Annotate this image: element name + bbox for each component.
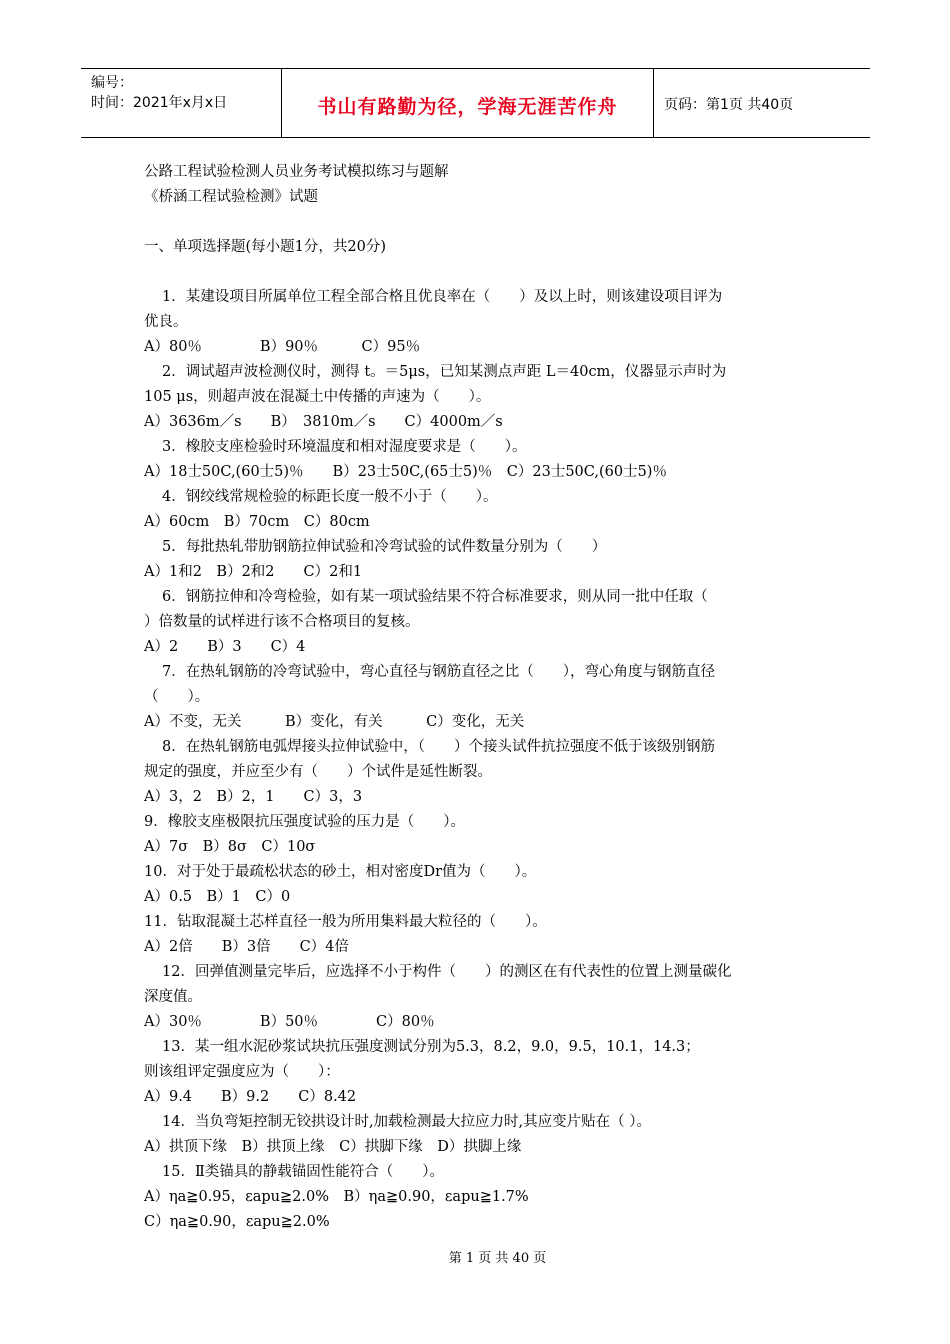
question-line: 2．调试超声波检测仪时，测得 t。＝5μs，已知某测点声距 L＝40cm，仪器显示声时为	[162, 364, 727, 380]
question-line: 3．橡胶支座检验时环境温度和相对湿度要求是（ ）。	[162, 439, 527, 455]
question-line: 深度值。	[144, 989, 202, 1005]
question-line: A）9.4 B）9.2 C）8.42	[144, 1089, 357, 1105]
doc-title-line1: 公路工程试验检测人员业务考试模拟练习与题解	[144, 164, 449, 180]
question-line: 规定的强度，并应至少有（ ）个试件是延性断裂。	[144, 764, 492, 780]
question-line: 8．在热轧钢筋电弧焊接头拉伸试验中，（ ）个接头试件抗拉强度不低于该级别钢筋	[162, 739, 715, 755]
header-page-label: 页码：第1页 共40页	[664, 97, 794, 113]
question-line: 13．某一组水泥砂浆试块抗压强度测试分别为5.3，8.2，9.0，9.5，10.1，14.3；	[162, 1039, 700, 1055]
page-header	[81, 68, 870, 138]
question-line: A）2 B）3 C）4	[144, 639, 306, 655]
question-line: A）30％ B）50％ C）80％	[144, 1014, 435, 1030]
question-line: A）1和2 B）2和2 C）2和1	[144, 564, 363, 580]
question-line: A）3，2 B）2，1 C）3，3	[144, 789, 363, 805]
time-label: 时间：2021年x月x日	[91, 95, 228, 111]
question-line: 7．在热轧钢筋的冷弯试验中，弯心直径与钢筋直径之比（ ），弯心角度与钢筋直径	[162, 664, 715, 680]
question-line: 4．钢绞线常规检验的标距长度一般不小于（ ）。	[162, 489, 498, 505]
question-line: ）倍数量的试样进行该不合格项目的复核。	[144, 614, 420, 630]
footer-page-number: 第 1 页 共 40 页	[448, 1251, 547, 1266]
question-list	[144, 285, 810, 1235]
question-line: A）3636m／s B） 3810m／s C）4000m／s	[144, 414, 503, 430]
question-line: 6．钢筋拉伸和冷弯检验，如有某一项试验结果不符合标准要求，则从同一批中任取（	[162, 589, 708, 605]
question-line: 10．对于处于最疏松状态的砂土，相对密度Dr值为（ ）。	[144, 864, 537, 880]
spacer	[144, 260, 810, 285]
question-line: 11．钻取混凝土芯样直径一般为所用集料最大粒径的（ ）。	[144, 914, 547, 930]
section-heading: 一、单项选择题(每小题1分，共20分)	[144, 239, 386, 255]
question-line: A）不变，无关 B）变化，有关 C）变化，无关	[144, 714, 525, 730]
question-line: A）2倍 B）3倍 C）4倍	[144, 939, 349, 955]
question-line: 则该组评定强度应为（ ）：	[144, 1064, 340, 1080]
question-line: 15．Ⅱ类锚具的静载锚固性能符合（ ）。	[162, 1164, 445, 1180]
spacer	[144, 210, 810, 235]
question-line: 9．橡胶支座极限抗压强度试验的压力是（ ）。	[144, 814, 465, 830]
question-line: A）ηa≧0.95，εapu≧2.0% B）ηa≧0.90，εapu≧1.7%	[144, 1189, 529, 1205]
question-line: A）18士50C,(60士5)％ B）23士50C,(65士5)％ C）23士50C,(60士5)％	[144, 464, 667, 480]
question-line: A）拱顶下缘 B）拱顶上缘 C）拱脚下缘 D）拱脚上缘	[144, 1139, 522, 1155]
question-line: 14．当负弯矩控制无铰拱设计时,加载检测最大拉应力时,其应变片贴在（ ）。	[162, 1114, 652, 1130]
question-line: 优良。	[144, 314, 188, 330]
question-line: （ ）。	[144, 689, 210, 705]
question-line: 1．某建设项目所属单位工程全部合格且优良率在（ ）及以上时，则该建设项目评为	[162, 289, 723, 305]
question-line: 12．回弹值测量完毕后，应选择不小于构件（ ）的测区在有代表性的位置上测量碳化	[162, 964, 732, 980]
question-line: A）60cm B）70cm C）80cm	[144, 514, 370, 530]
question-line: 105 μs，则超声波在混凝土中传播的声速为（ ）。	[144, 389, 491, 405]
doc-title-line2: 《桥涵工程试验检测》试题	[144, 189, 318, 205]
header-motto: 书山有路勤为径，学海无涯苦作舟	[282, 69, 654, 137]
code-label: 编号：	[91, 75, 133, 91]
question-line: A）0.5 B）1 C）0	[144, 889, 291, 905]
page-footer	[0, 1247, 950, 1266]
question-line: 5．每批热轧带肋钢筋拉伸试验和冷弯试验的试件数量分别为（ ）	[162, 539, 607, 555]
question-line: A）80％ B）90％ C）95％	[144, 339, 421, 355]
header-info-cell	[81, 69, 282, 137]
question-line: A）7σ B）8σ C）10σ	[144, 839, 316, 855]
question-line: C）ηa≧0.90，εapu≧2.0%	[144, 1214, 330, 1230]
document-body	[144, 160, 810, 1235]
